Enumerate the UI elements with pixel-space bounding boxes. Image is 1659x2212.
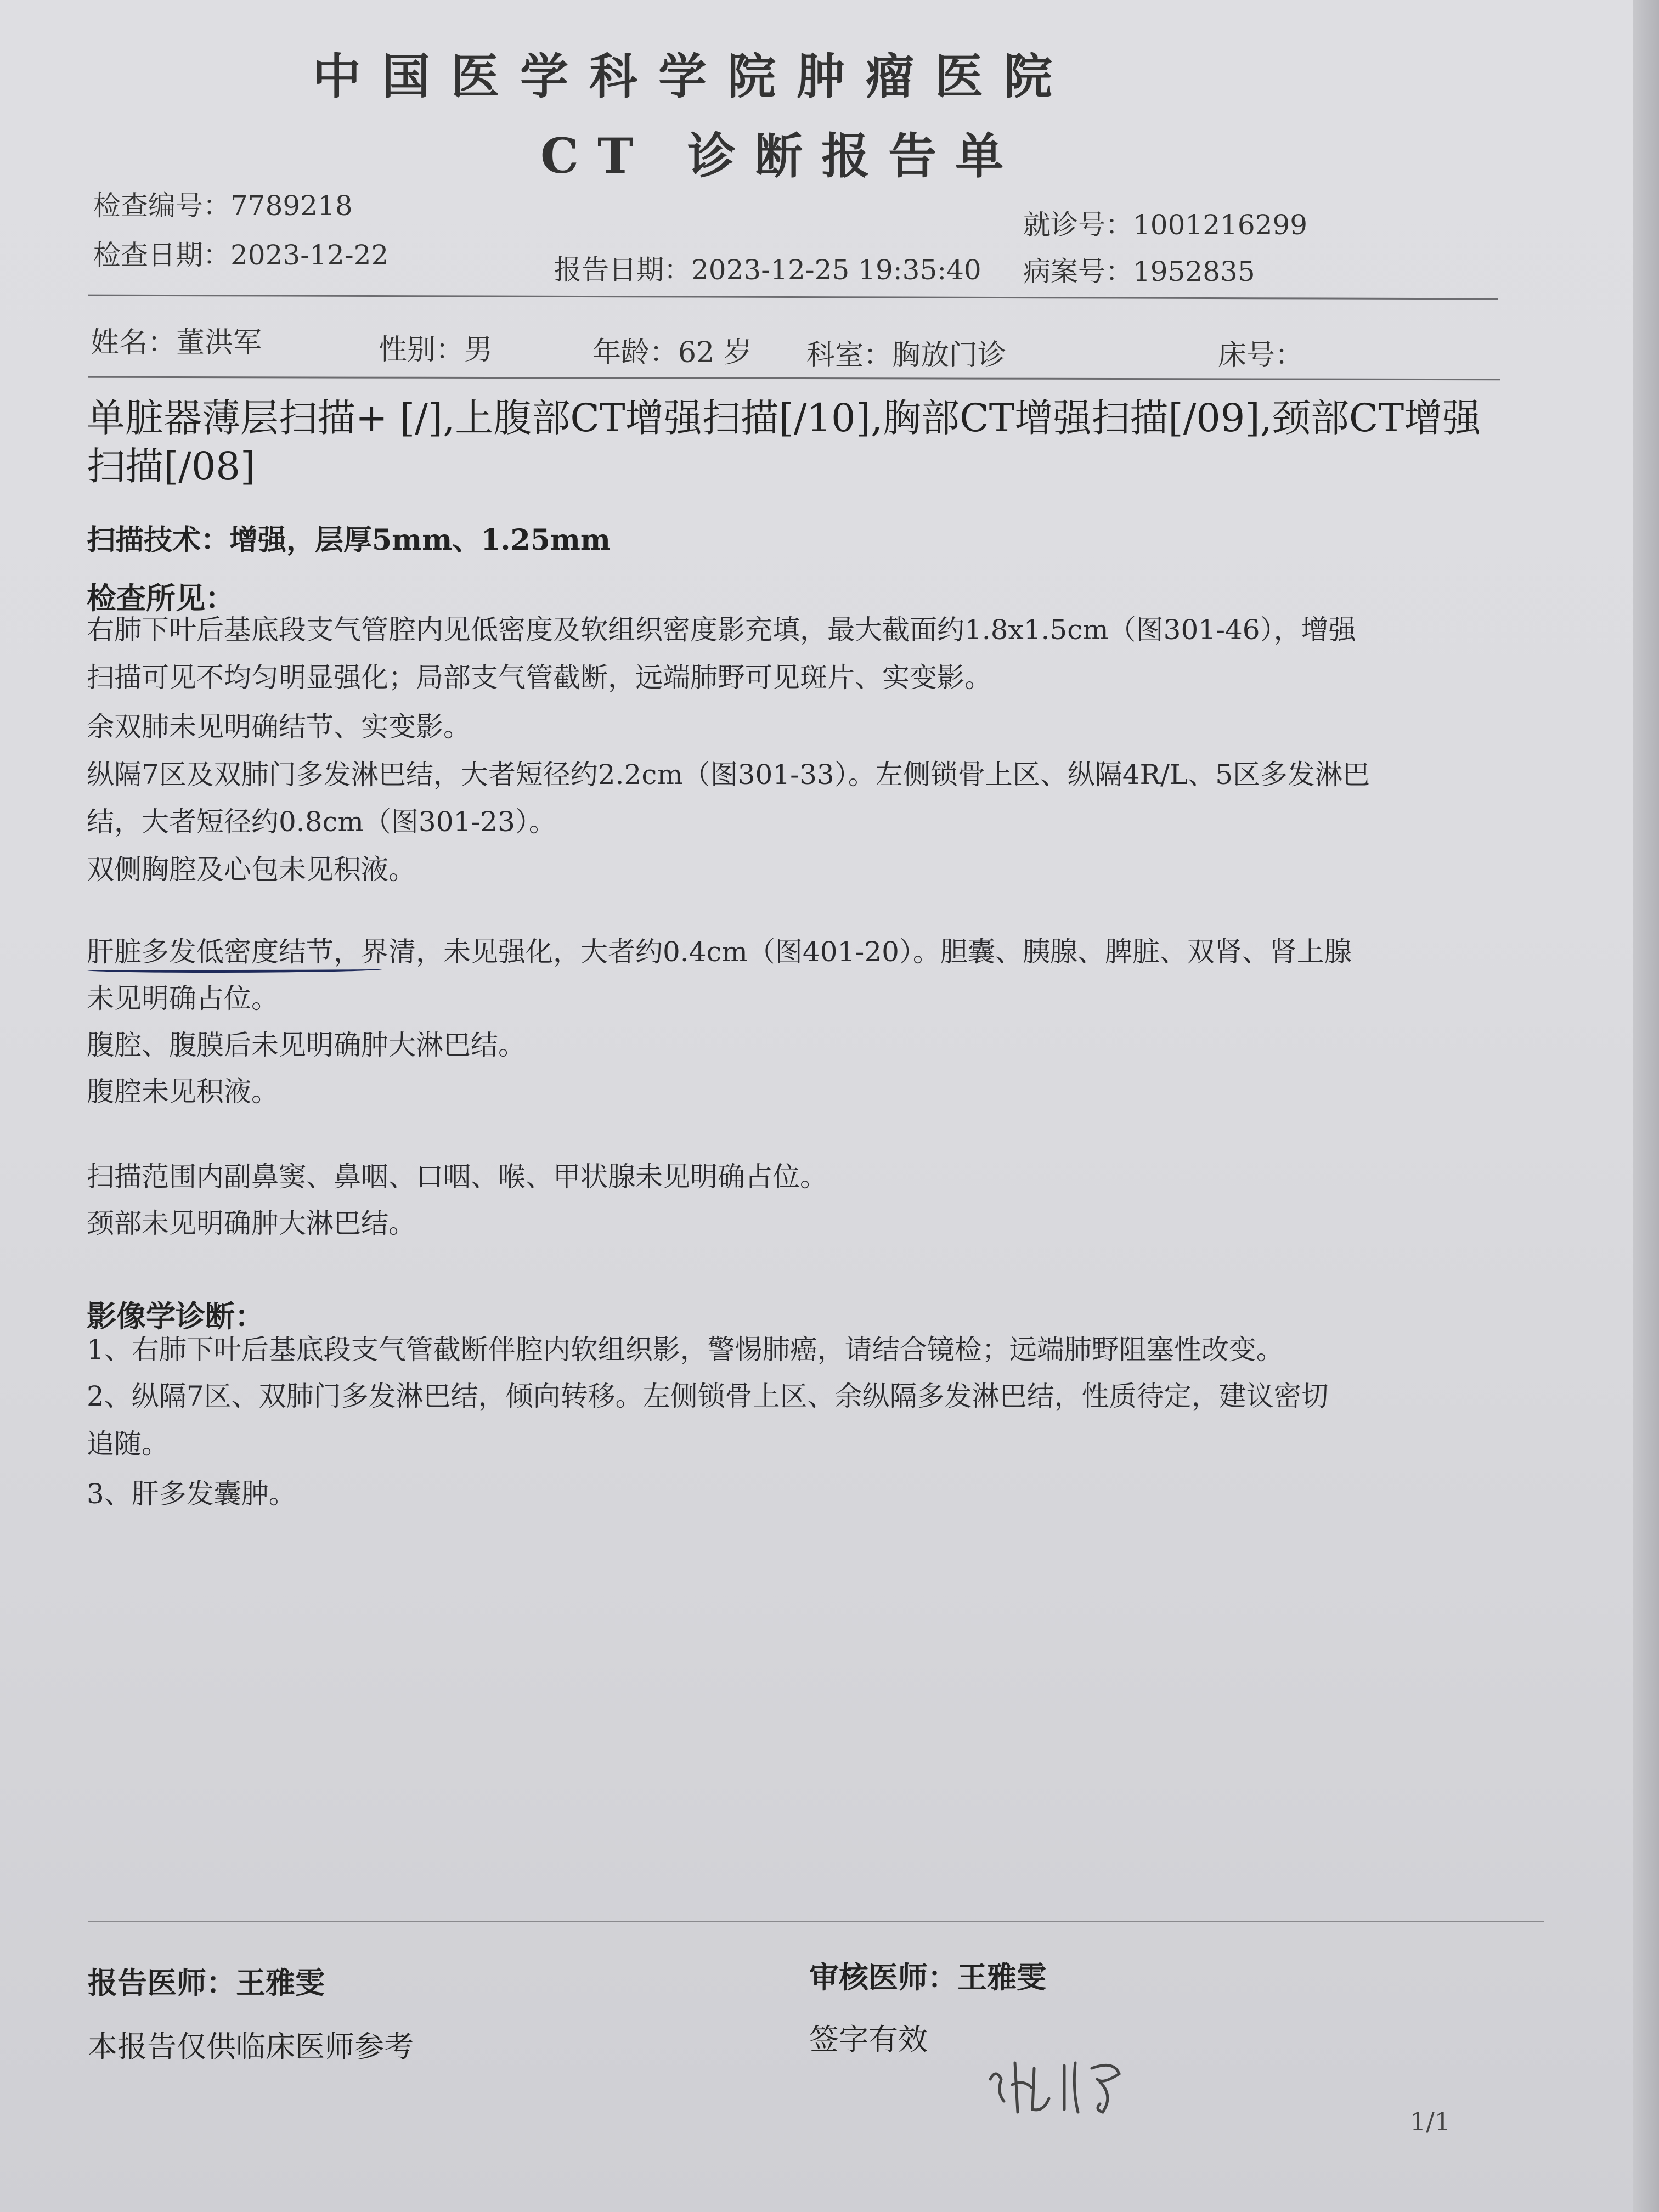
handwritten-underline — [87, 967, 383, 973]
findings-line: 纵隔7区及双肺门多发淋巴结，大者短径约2.2cm（图301-33）。左侧锁骨上区、纵隔4R/L、5区多发淋巴 — [87, 759, 1370, 791]
diagnosis-line: 2、纵隔7区、双肺门多发淋巴结，倾向转移。左侧锁骨上区、余纵隔多发淋巴结，性质待定，建议密切 — [87, 1380, 1329, 1412]
visit-number-value: 1001216299 — [1133, 209, 1308, 241]
case-number-label: 病案号： — [1023, 256, 1133, 287]
findings-line: 颈部未见明确肿大淋巴结。 — [87, 1207, 416, 1239]
patient-bed-label: 床号： — [1218, 339, 1304, 372]
patient-bed — [1218, 332, 1304, 373]
patient-dept-value: 胸放门诊 — [892, 339, 1007, 372]
report-date — [554, 248, 981, 287]
exam-date — [93, 233, 388, 273]
review-doctor-name: 王雅雯 — [957, 1960, 1046, 1995]
divider-top — [88, 295, 1498, 300]
patient-dept — [806, 332, 1006, 373]
diagnosis-line: 追随。 — [87, 1428, 169, 1460]
report-date-value: 2023-12-25 19:35:40 — [691, 254, 981, 286]
exam-date-label: 检查日期： — [93, 239, 230, 271]
diagnosis-line: 1、右肺下叶后基底段支气管截断伴腔内软组织影，警惕肺癌，请结合镜检；远端肺野阻塞性改变。 — [87, 1334, 1284, 1365]
exam-number — [93, 184, 353, 223]
report-doctor-label: 报告医师： — [88, 1965, 236, 2000]
findings-line: 扫描范围内副鼻窦、鼻咽、口咽、喉、甲状腺未见明确占位。 — [87, 1161, 827, 1193]
handwritten-signature — [982, 2046, 1141, 2123]
diagnosis-line: 3、肝多发囊肿。 — [87, 1478, 296, 1510]
findings-line: 结，大者短径约0.8cm（图301-23）。 — [87, 806, 556, 838]
report-doctor — [88, 1960, 325, 2002]
patient-sex — [379, 326, 493, 368]
patient-sex-value: 男 — [464, 334, 493, 366]
findings-line: 余双肺未见明确结节、实变影。 — [87, 711, 471, 743]
report-doctor-name: 王雅雯 — [236, 1965, 325, 2000]
form-title: CT 诊断报告单 — [540, 127, 1023, 184]
findings-line: 肝脏多发低密度结节，界清，未见强化，大者约0.4cm（图401-20）。胆囊、胰腺、脾脏、双肾、肾上腺 — [87, 936, 1352, 968]
findings-line: 腹腔、腹膜后未见明确肿大淋巴结。 — [87, 1029, 526, 1061]
scan-technique: 扫描技术：增强，层厚5mm、1.25mm — [87, 523, 611, 557]
case-number — [1023, 250, 1255, 289]
exam-number-label: 检查编号： — [93, 190, 230, 222]
report-date-label: 报告日期： — [554, 254, 691, 286]
patient-name-label: 姓名： — [91, 326, 177, 359]
exam-date-value: 2023-12-22 — [230, 239, 389, 271]
visit-number — [1023, 203, 1307, 242]
visit-number-label: 就诊号： — [1023, 209, 1133, 241]
divider-footer — [88, 1921, 1544, 1922]
diagnosis-label: 影像学诊断： — [87, 1299, 264, 1334]
page-number: 1/1 — [1410, 2107, 1451, 2136]
hospital-title: 中国医学科学院肿瘤医院 — [313, 48, 1074, 105]
sign-note: 签字有效 — [809, 2022, 928, 2057]
patient-age — [592, 329, 752, 370]
patient-sex-label: 性别： — [379, 334, 465, 366]
case-number-value: 1952835 — [1133, 256, 1255, 287]
findings-line: 双侧胸腔及心包未见积液。 — [87, 854, 416, 885]
findings-line: 未见明确占位。 — [87, 983, 279, 1014]
paper-edge-shadow — [1633, 0, 1659, 2212]
patient-name-value: 董洪军 — [176, 326, 262, 359]
exam-number-value: 7789218 — [230, 190, 353, 222]
review-doctor-label: 审核医师： — [809, 1960, 957, 1995]
report-note: 本报告仅供临床医师参考 — [88, 2029, 414, 2064]
exam-items: 单脏器薄层扫描+ [/],上腹部CT增强扫描[/10],胸部CT增强扫描[/09],颈部CT增强扫描[/08] — [87, 396, 1481, 489]
patient-age-value: 62 岁 — [678, 336, 752, 369]
patient-age-label: 年龄： — [592, 336, 679, 369]
divider-patient — [88, 376, 1500, 380]
review-doctor — [809, 1954, 1046, 1996]
patient-dept-label: 科室： — [806, 339, 893, 372]
findings-line: 腹腔未见积液。 — [87, 1076, 279, 1108]
findings-label: 检查所见： — [87, 580, 235, 616]
findings-line: 扫描可见不均匀明显强化；局部支气管截断，远端肺野可见斑片、实变影。 — [87, 662, 992, 693]
findings-line: 右肺下叶后基底段支气管腔内见低密度及软组织密度影充填，最大截面约1.8x1.5cm（图301-46），增强 — [87, 614, 1356, 646]
patient-name — [91, 319, 262, 360]
